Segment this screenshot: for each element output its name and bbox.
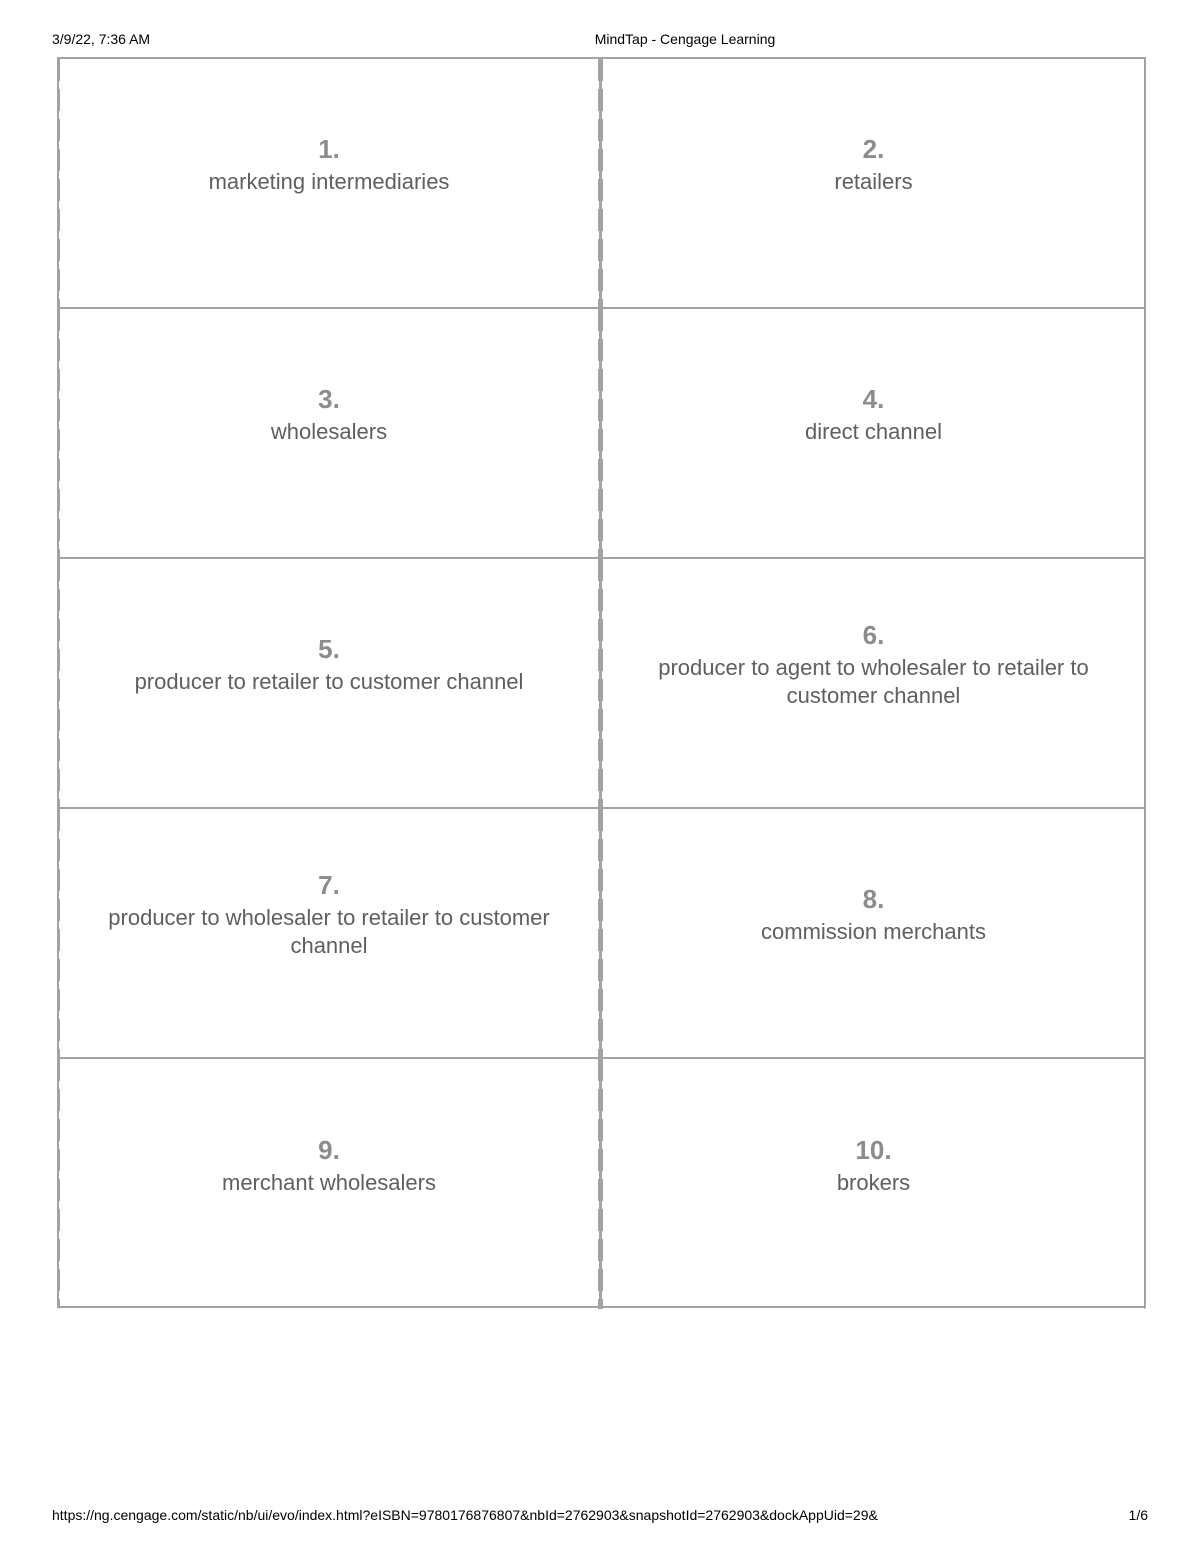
flashcard-number: 9. — [318, 1135, 340, 1165]
flashcard-number: 4. — [862, 384, 885, 414]
flashcard-term: producer to agent to wholesaler to retailer to customer channel — [658, 655, 1089, 708]
flashcard[interactable] — [602, 1059, 1145, 1309]
flashcard[interactable] — [59, 809, 602, 1059]
flashcard-term: brokers — [836, 1170, 911, 1195]
print-page-title: MindTap - Cengage Learning — [594, 31, 776, 47]
flashcard-number: 2. — [862, 134, 885, 164]
flashcard[interactable] — [602, 309, 1145, 559]
flashcard-term: merchant wholesalers — [222, 1170, 436, 1195]
flashcard-term: direct channel — [805, 419, 942, 444]
flashcard[interactable] — [59, 1059, 602, 1309]
flashcard-number: 7. — [318, 870, 340, 900]
print-footer — [0, 1507, 1200, 1525]
flashcard-term: retailers — [834, 169, 913, 194]
flashcard[interactable] — [602, 59, 1145, 309]
flashcard-term: marketing intermediaries — [208, 169, 450, 194]
flashcard-number: 1. — [318, 134, 340, 164]
flashcard[interactable] — [59, 309, 602, 559]
flashcard[interactable] — [59, 559, 602, 809]
print-datetime: 3/9/22, 7:36 AM — [52, 31, 151, 47]
flashcard-grid — [57, 57, 1146, 1308]
flashcard[interactable] — [602, 559, 1145, 809]
flashcard-number: 3. — [318, 384, 340, 414]
flashcard-number: 10. — [855, 1135, 892, 1165]
flashcard-number: 5. — [318, 634, 340, 664]
flashcard[interactable] — [602, 809, 1145, 1059]
flashcard-term: wholesalers — [270, 419, 388, 444]
print-url: https://ng.cengage.com/static/nb/ui/evo/index.html?eISBN=9780176876807&nbId=2762903&snapshotId=2762903&dockAppUid=29& — [52, 1507, 878, 1523]
flashcard[interactable] — [59, 59, 602, 309]
flashcard-term: producer to retailer to customer channel — [134, 669, 524, 694]
flashcard-number: 6. — [862, 620, 885, 650]
page-indicator: 1/6 — [1128, 1507, 1148, 1523]
flashcard-term: producer to wholesaler to retailer to customer channel — [108, 905, 550, 958]
print-header — [0, 31, 1200, 49]
flashcard-term: commission merchants — [761, 919, 986, 944]
flashcard-number: 8. — [862, 884, 885, 914]
